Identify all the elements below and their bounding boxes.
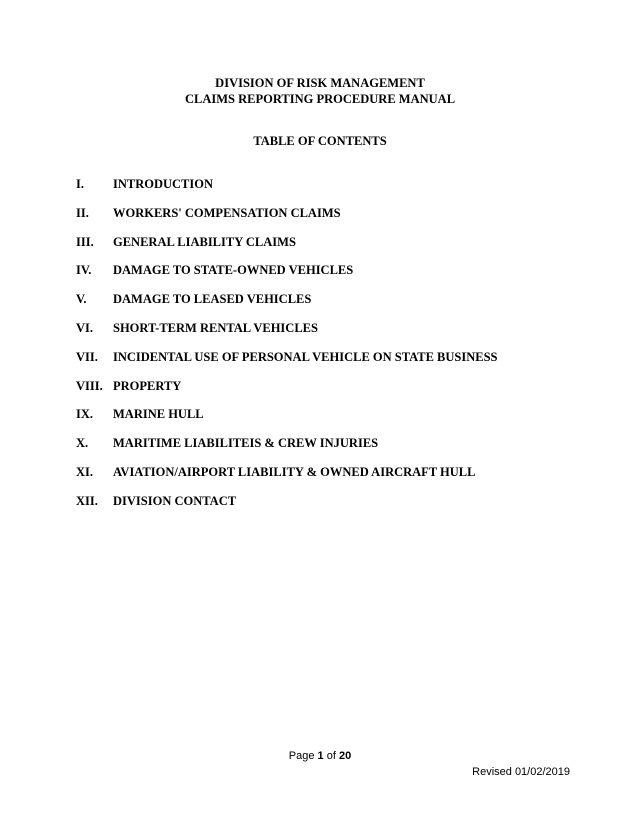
- page-number: [0, 749, 640, 763]
- document-header: [0, 75, 640, 107]
- toc-item-property: [76, 378, 596, 407]
- toc-item-number: VII.: [76, 349, 98, 364]
- toc-item-number: V.: [76, 292, 87, 307]
- toc-list: [76, 176, 596, 522]
- header-division-title: DIVISION OF RISK MANAGEMENT: [215, 76, 425, 90]
- toc-item-label: DIVISION CONTACT: [113, 493, 237, 508]
- toc-item-introduction: [76, 176, 596, 205]
- toc-item-number: XI.: [76, 464, 94, 479]
- toc-item-label: MARINE HULL: [113, 407, 204, 422]
- page-current: 1: [317, 750, 324, 762]
- toc-item-label: SHORT-TERM RENTAL VEHICLES: [113, 320, 318, 335]
- toc-item-label: AVIATION/AIRPORT LIABILITY & OWNED AIRCRAFT HULL: [113, 464, 476, 479]
- toc-item-workers-compensation: [76, 205, 596, 234]
- toc-item-division-contact: [76, 493, 596, 522]
- toc-item-number: III.: [76, 234, 94, 249]
- toc-item-label: PROPERTY: [113, 378, 182, 393]
- toc-item-label: WORKERS' COMPENSATION CLAIMS: [113, 205, 341, 220]
- toc-item-number: VIII.: [76, 378, 103, 393]
- toc-item-number: XII.: [76, 493, 98, 508]
- toc-item-number: X.: [76, 436, 89, 451]
- toc-item-maritime-liabilities: [76, 435, 596, 464]
- toc-item-personal-vehicle: [76, 349, 596, 378]
- toc-item-label: DAMAGE TO STATE-OWNED VEHICLES: [113, 263, 354, 278]
- toc-item-marine-hull: [76, 406, 596, 435]
- toc-item-label: MARITIME LIABILITEIS & CREW INJURIES: [113, 436, 379, 451]
- toc-item-number: IV.: [76, 263, 92, 278]
- toc-item-label: DAMAGE TO LEASED VEHICLES: [113, 292, 312, 307]
- toc-item-label: INTRODUCTION: [113, 177, 214, 191]
- toc-item-general-liability: [76, 234, 596, 263]
- toc-item-leased-vehicles: [76, 291, 596, 320]
- header-manual-title: CLAIMS REPORTING PROCEDURE MANUAL: [184, 92, 456, 106]
- page-total: 20: [338, 750, 352, 762]
- toc-item-number: IX.: [76, 407, 94, 422]
- toc-item-number: VI.: [76, 320, 94, 335]
- toc-item-aviation-airport: [76, 464, 596, 493]
- page-prefix: Page: [288, 750, 315, 762]
- toc-item-number: II.: [76, 205, 89, 220]
- revised-date: Revised 01/02/2019: [472, 766, 570, 778]
- toc-heading: TABLE OF CONTENTS: [253, 134, 387, 148]
- toc-item-label: GENERAL LIABILITY CLAIMS: [113, 234, 296, 249]
- toc-item-rental-vehicles: [76, 320, 596, 349]
- toc-item-number: I.: [76, 177, 84, 191]
- toc-item-state-owned-vehicles: [76, 262, 596, 291]
- toc-item-label: INCIDENTAL USE OF PERSONAL VEHICLE ON STATE BUSINESS: [113, 349, 498, 364]
- page-of: of: [326, 750, 336, 762]
